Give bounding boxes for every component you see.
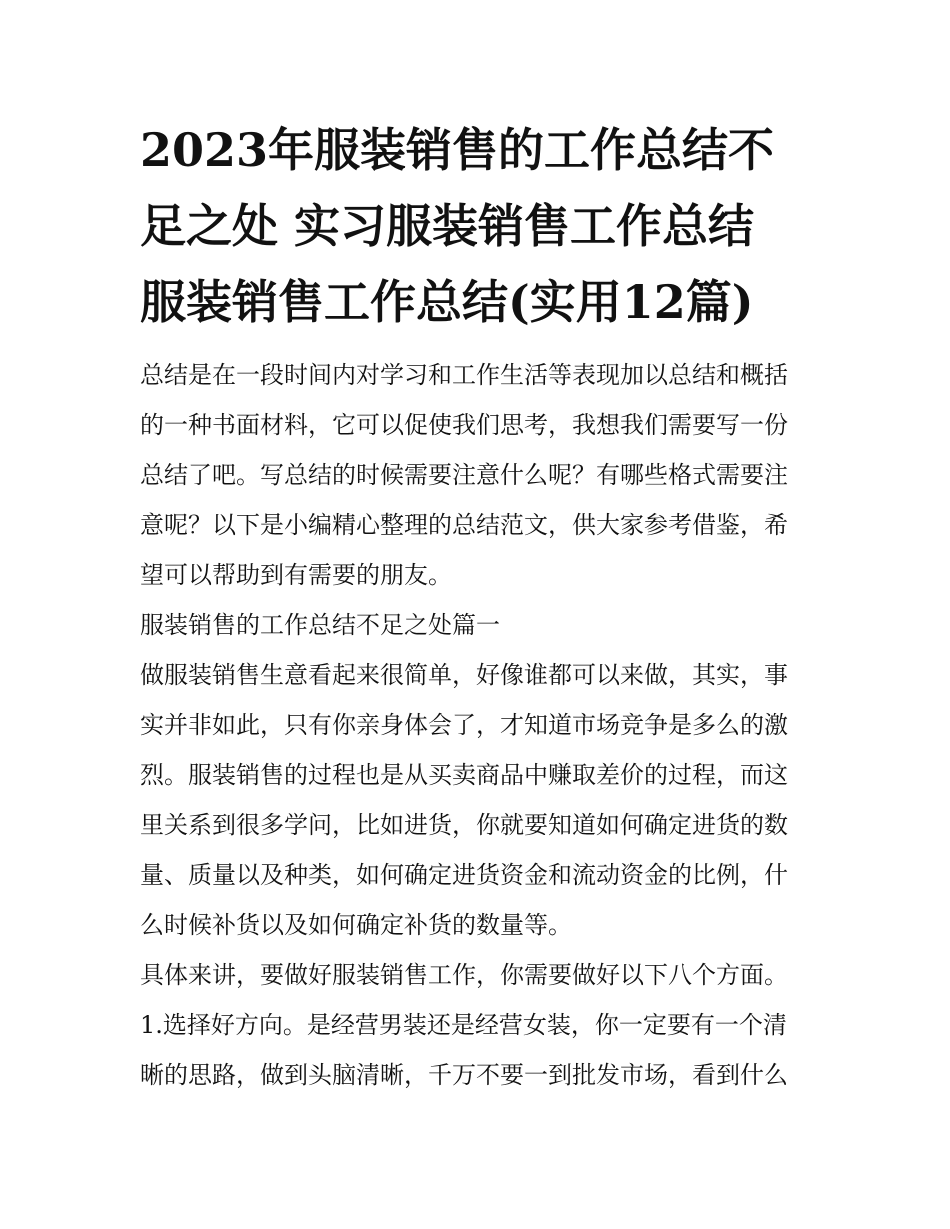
text-line: 做服装销售生意看起来很简单，好像谁都可以来做，其实，事 xyxy=(140,661,788,689)
text-line: 总结是在一段时间内对学习和工作生活等表现加以总结和概括 xyxy=(140,361,788,389)
document-body xyxy=(140,350,812,1100)
text-line: 实并非如此，只有你亲身体会了，才知道市场竞争是多么的激 xyxy=(140,711,788,739)
body-paragraph xyxy=(140,950,812,1000)
text-line: 意呢？以下是小编精心整理的总结范文，供大家参考借鉴，希 xyxy=(140,511,788,539)
text-line: 烈。服装销售的过程也是从买卖商品中赚取差价的过程，而这 xyxy=(140,761,788,789)
section-heading xyxy=(140,600,812,650)
document-page xyxy=(140,112,812,1100)
text-line: 晰的思路，做到头脑清晰，千万不要一到批发市场，看到什么 xyxy=(140,1061,788,1089)
document-title xyxy=(140,112,812,340)
title-line: 足之处 实习服装销售工作总结 xyxy=(140,199,755,253)
text-line: 1.选择好方向。是经营男装还是经营女装，你一定要有一个清 xyxy=(140,1011,787,1039)
text-line: 量、质量以及种类，如何确定进货资金和流动资金的比例，什 xyxy=(140,861,788,889)
title-line: 2023年服装销售的工作总结不 xyxy=(140,123,775,177)
body-paragraph xyxy=(140,650,812,950)
text-line: 总结了吧。写总结的时候需要注意什么呢？有哪些格式需要注 xyxy=(140,461,788,489)
text-line: 的一种书面材料，它可以促使我们思考，我想我们需要写一份 xyxy=(140,411,788,439)
text-line: 望可以帮助到有需要的朋友。 xyxy=(140,561,452,589)
text-line: 具体来讲，要做好服装销售工作，你需要做好以下八个方面。 xyxy=(140,961,788,989)
intro-paragraph xyxy=(140,350,812,600)
text-line: 里关系到很多学问，比如进货，你就要知道如何确定进货的数 xyxy=(140,811,788,839)
list-item-paragraph xyxy=(140,1000,812,1100)
text-line: 服装销售的工作总结不足之处篇一 xyxy=(140,611,500,639)
text-line: 么时候补货以及如何确定补货的数量等。 xyxy=(140,911,572,939)
title-line: 服装销售工作总结(实用12篇) xyxy=(140,275,754,329)
